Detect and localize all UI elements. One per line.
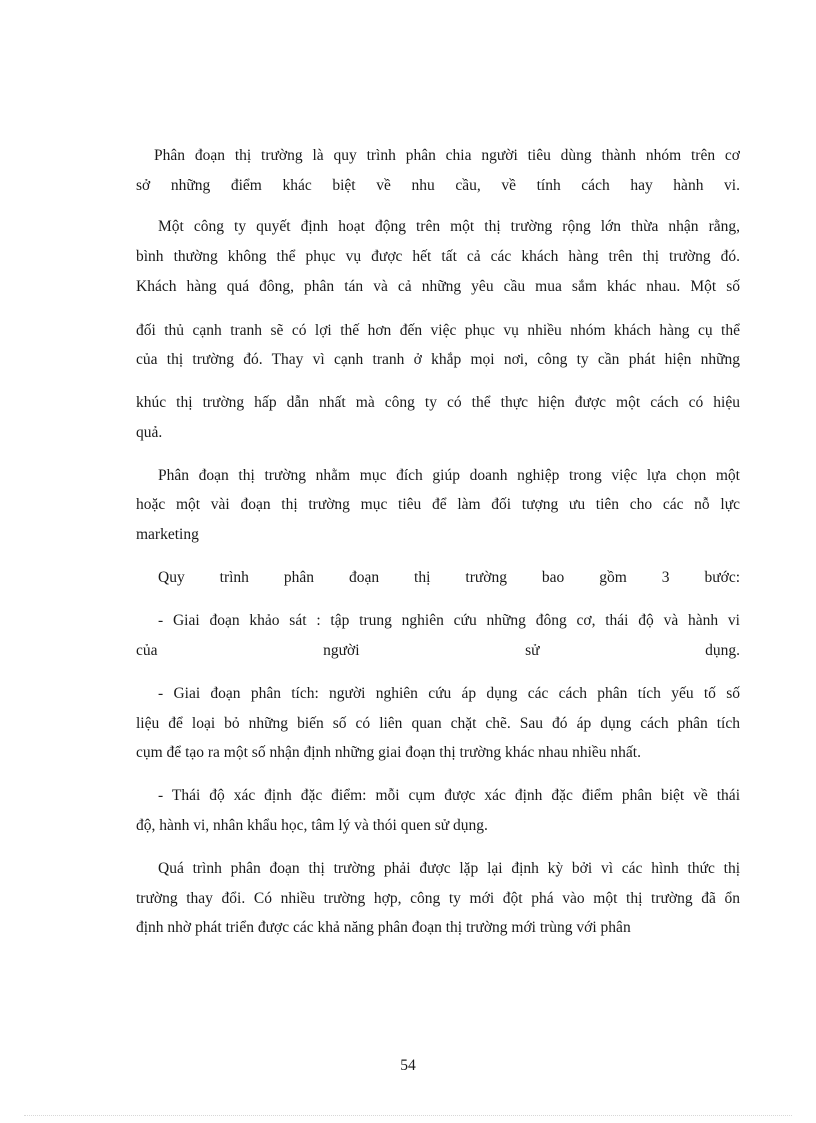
text-line: đối thủ cạnh tranh sẽ có lợi thế hơn đến việc phục vụ nhiều nhóm khách hàng cụ thể xyxy=(136,322,740,339)
text-line: định nhờ phát triển được các khả năng phân đoạn thị trường mới trùng với phân xyxy=(136,919,631,936)
footer-dotted-rule xyxy=(24,1115,792,1116)
text-line: Khách hàng quá đông, phân tán và cả những yêu cầu mua sắm khác nhau. Một số xyxy=(136,278,740,295)
text-line: bình thường không thể phục vụ được hết tất cả các khách hàng trên thị trường đó. xyxy=(136,248,740,265)
text-line: độ, hành vi, nhân khẩu học, tâm lý và thói quen sử dụng. xyxy=(136,817,488,834)
text-line: liệu để loại bỏ những biến số có liên quan chặt chẽ. Sau đó áp dụng cách phân tích xyxy=(136,715,740,732)
text-line: hoặc một vài đoạn thị trường mục tiêu để làm đối tượng ưu tiên cho các nỗ lực xyxy=(136,496,740,513)
text-line: - Giai đoạn phân tích: người nghiên cứu áp dụng các cách phân tích yếu tố số xyxy=(158,685,740,702)
text-line: Phân đoạn thị trường nhằm mục đích giúp doanh nghiệp trong việc lựa chọn một xyxy=(158,467,740,484)
page-number: 54 xyxy=(400,1057,416,1074)
text-line: trường thay đổi. Có nhiều trường hợp, công ty mới đột phá vào một thị trường đã ổn xyxy=(136,890,740,907)
text-line: Quá trình phân đoạn thị trường phải được lặp lại định kỳ bởi vì các hình thức thị xyxy=(158,860,740,877)
text-line: cụm để tạo ra một số nhận định những giai đoạn thị trường khác nhau nhiều nhất. xyxy=(136,744,641,761)
text-line: quả. xyxy=(136,424,163,441)
text-line: của người sử dụng. xyxy=(136,642,740,659)
text-line: khúc thị trường hấp dẫn nhất mà công ty có thể thực hiện được một cách có hiệu xyxy=(136,394,740,411)
text-line: Một công ty quyết định hoạt động trên một thị trường rộng lớn thừa nhận rằng, xyxy=(158,218,740,235)
text-line: sở những điểm khác biệt về nhu cầu, về tính cách hay hành vi. xyxy=(136,177,740,194)
text-line: của thị trường đó. Thay vì cạnh tranh ở khắp mọi nơi, công ty cần phát hiện những xyxy=(136,351,740,368)
text-line: Phân đoạn thị trường là quy trình phân chia người tiêu dùng thành nhóm trên cơ xyxy=(154,147,740,164)
text-line: Quy trình phân đoạn thị trường bao gồm 3 bước: xyxy=(158,569,740,586)
text-line: - Thái độ xác định đặc điểm: mỗi cụm được xác định đặc điểm phân biệt về thái xyxy=(158,787,740,804)
text-line: marketing xyxy=(136,526,199,543)
text-line: - Giai đoạn khảo sát : tập trung nghiên cứu những đông cơ, thái độ và hành vi xyxy=(158,612,740,629)
